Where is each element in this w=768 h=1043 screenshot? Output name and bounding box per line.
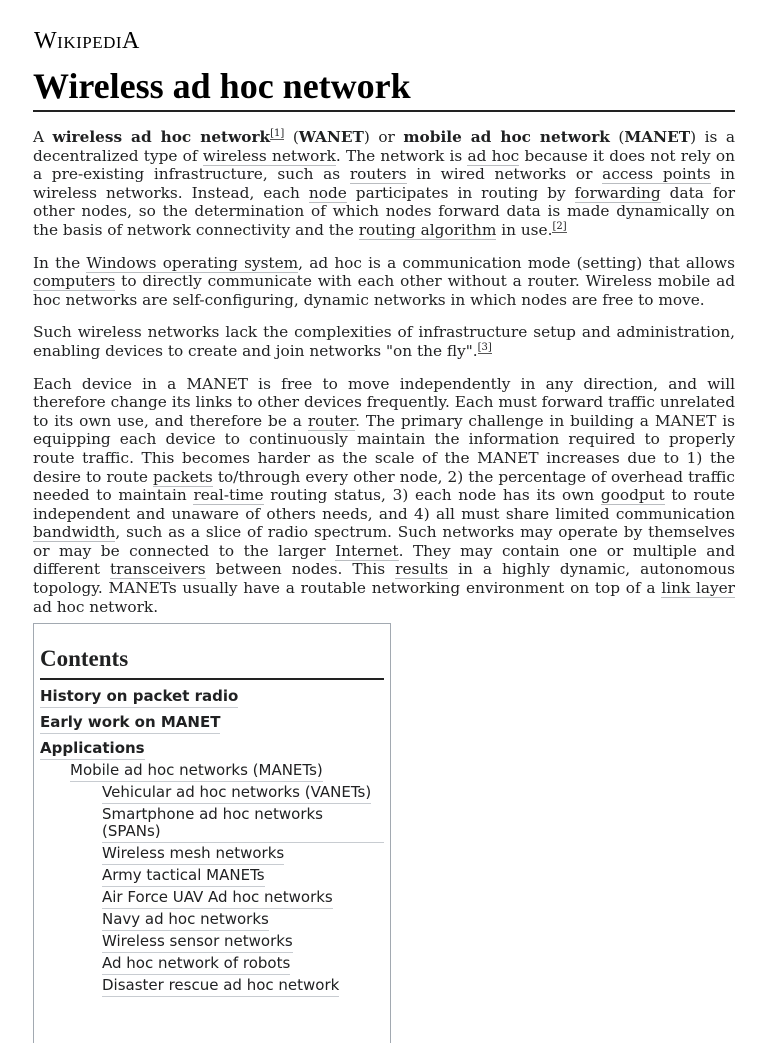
link-windows-os[interactable]: Windows operating system <box>86 253 299 272</box>
toc-link-vanets[interactable]: Vehicular ad hoc networks (VANETs) <box>102 784 371 804</box>
toc-link-manets[interactable]: Mobile ad hoc networks (MANETs) <box>70 762 323 782</box>
toc-link-army[interactable]: Army tactical MANETs <box>102 867 265 887</box>
toc-link-history[interactable]: History on packet radio <box>40 688 238 708</box>
toc-item <box>102 977 384 997</box>
toc-link-navy[interactable]: Navy ad hoc networks <box>102 911 269 931</box>
toc-link-applications[interactable]: Applications <box>40 740 145 760</box>
reference-link-2[interactable]: [2] <box>552 220 567 232</box>
toc-link-air-force[interactable]: Air Force UAV Ad hoc networks <box>102 889 333 909</box>
link-link-layer[interactable]: link layer <box>661 579 735 598</box>
toc-item <box>102 845 384 865</box>
toc-list <box>40 688 384 997</box>
paragraph-windows: In the Windows operating system, ad hoc is a communication mode (setting) that allows computers to directly communicate with each other without a router. Wireless mobile ad hoc networks are self-configuring, dynamic networks in which nodes are free to move. <box>33 253 735 309</box>
paragraph-manet: Each device in a MANET is free to move independently in any direction, and will therefore change its links to other devices frequently. Each must forward traffic unrelated to its own use, and therefore be a router. The primary challenge in building a MANET is equipping each device to continuously maintain the information required to properly route traffic. This becomes harder as the scale of the MANET increases due to 1) the desire to route packets to/through every other node, 2) the percentage of overhead traffic needed to maintain real-time routing status, 3) each node has its own goodput to route independent and unaware of others needs, and 4) all must share limited communication bandwidth, such as a slice of radio spectrum. Such networks may operate by themselves or may be connected to the larger Internet. They may contain one or multiple and different transceivers between nodes. This results in a highly dynamic, autonomous topology. MANETs usually have a routable networking environment on top of a link layer ad hoc network. <box>33 374 736 616</box>
toc-link-mesh[interactable]: Wireless mesh networks <box>102 845 284 865</box>
article-body <box>33 128 735 616</box>
link-forwarding[interactable]: forwarding <box>574 183 661 202</box>
toc-item <box>102 955 384 975</box>
toc-link-disaster[interactable]: Disaster rescue ad hoc network <box>102 977 339 997</box>
paragraph-on-the-fly: Such wireless networks lack the complexities of infrastructure setup and administration, enabling devices to create and join networks "on the fly".[3] <box>33 323 735 360</box>
link-wireless-network[interactable]: wireless network <box>202 146 336 165</box>
wikipedia-logo[interactable]: WIKIPEDIA <box>34 28 140 54</box>
toc-item <box>102 806 384 843</box>
reference-link-1[interactable]: [1] <box>270 127 285 139</box>
toc-item <box>102 867 384 887</box>
toc-link-spans[interactable]: Smartphone ad hoc networks (SPANs) <box>102 806 384 843</box>
table-of-contents <box>33 623 391 1043</box>
link-node[interactable]: node <box>308 183 347 202</box>
toc-item <box>40 688 384 708</box>
page-title: Wireless ad hoc network <box>33 66 735 112</box>
link-real-time[interactable]: real-time <box>193 486 264 505</box>
toc-item <box>102 784 384 804</box>
paragraph-intro: A wireless ad hoc network[1] (WANET) or mobile ad hoc network (MANET) is a decentralized type of wireless network. The network is ad hoc because it does not rely on a pre-existing infrastructure, such as routers in wired networks or access points in wireless networks. Instead, each node participates in routing by forwarding data for other nodes, so the determination of which nodes forward data is made dynamically on the basis of network connectivity and the routing algorithm in use.[2] <box>33 127 736 239</box>
link-access-points[interactable]: access points <box>602 165 711 184</box>
toc-title: Contents <box>40 646 384 680</box>
toc-item <box>102 933 384 953</box>
link-results[interactable]: results <box>395 560 449 579</box>
toc-item <box>40 714 384 734</box>
link-routing-algorithm[interactable]: routing algorithm <box>358 220 497 239</box>
toc-link-sensor[interactable]: Wireless sensor networks <box>102 933 293 953</box>
link-internet[interactable]: Internet <box>335 541 399 560</box>
link-routers[interactable]: routers <box>349 165 407 184</box>
link-goodput[interactable]: goodput <box>600 486 665 505</box>
toc-item <box>102 911 384 931</box>
toc-link-early-work[interactable]: Early work on MANET <box>40 714 220 734</box>
toc-link-robots[interactable]: Ad hoc network of robots <box>102 955 290 975</box>
toc-item <box>70 762 384 782</box>
link-transceivers[interactable]: transceivers <box>109 560 206 579</box>
link-ad-hoc[interactable]: ad hoc <box>467 146 520 165</box>
link-router[interactable]: router <box>307 411 356 430</box>
reference-link-3[interactable]: [3] <box>477 341 492 353</box>
link-packets[interactable]: packets <box>152 467 213 486</box>
link-bandwidth[interactable]: bandwidth <box>33 523 116 542</box>
link-computers[interactable]: computers <box>33 272 116 291</box>
toc-item <box>102 889 384 909</box>
toc-item <box>40 740 384 760</box>
